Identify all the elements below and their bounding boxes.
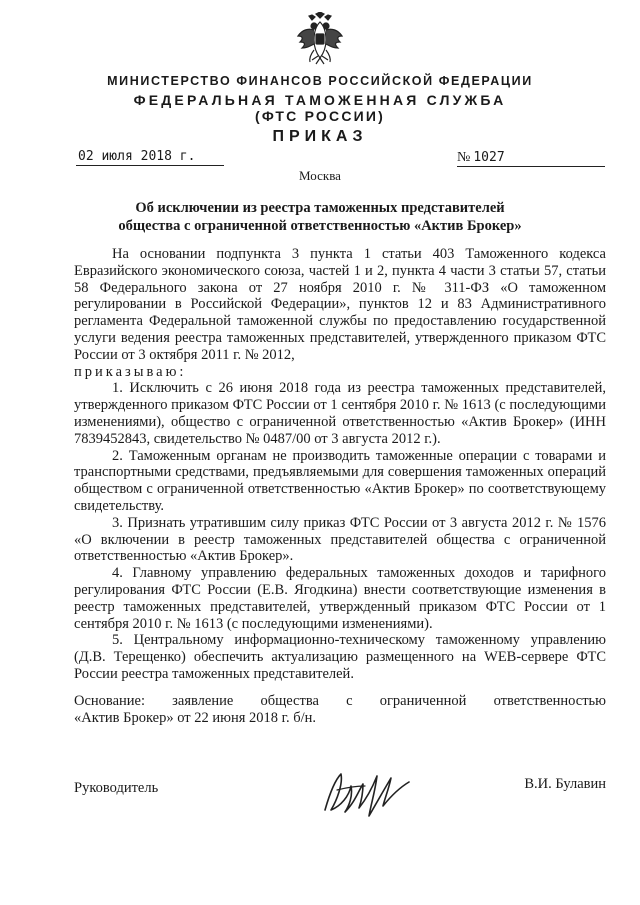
number-sign: № — [457, 150, 471, 165]
order-item-2: 2. Таможенным органам не производить таможенные операции с товарами и транспортными средствами, предъявляемыми для совершения таможенных операций обществом с ограниченной ответственностью «Актив Брокер» по соответствующему свидетельству. — [74, 447, 606, 514]
signature-block — [74, 766, 606, 826]
order-item-3: 3. Признать утратившим силу приказ ФТС России от 3 августа 2012 г. № 1576 «О включении в реестр таможенных представителей общества с ограниченной ответственностью «Актив Брокер». — [74, 514, 606, 565]
ministry-name: МИНИСТЕРСТВО ФИНАНСОВ РОССИЙСКОЙ ФЕДЕРАЦИИ — [107, 74, 533, 88]
basis-line: «Актив Брокер» от 22 июня 2018 г. б/н. — [74, 709, 316, 726]
handwritten-signature — [319, 766, 415, 820]
document-body — [74, 246, 606, 726]
order-item-4: 4. Главному управлению федеральных таможенных доходов и тарифного регулирования ФТС России (Е.В. Ягодкина) внести соответствующие изменения в реестр таможенных представителей, утвержденный приказом ФТС России от 1 сентября 2010 г. № 1613 (с последующими изменениями). — [74, 565, 606, 632]
city: Москва — [299, 168, 341, 183]
order-item-5: 5. Центральному информационно-техническому таможенному управлению (Д.В. Терещенко) обеспечить актуализацию размещенного на WEB-сервере ФТС России реестра таможенных представителей. — [74, 632, 606, 682]
title-line: общества с ограниченной ответственностью «Актив Брокер» — [118, 218, 522, 234]
service-abbreviation: (ФТС РОССИИ) — [254, 108, 386, 124]
service-name: ФЕДЕРАЛЬНАЯ ТАМОЖЕННАЯ СЛУЖБА — [133, 92, 507, 108]
basis-line: Основание: заявление общества с ограниченной ответственностью — [74, 692, 606, 709]
title-line: Об исключении из реестра таможенных представителей — [135, 200, 505, 216]
preamble-paragraph: На основании подпункта 3 пункта 1 статьи 403 Таможенного кодекса Евразийского экономического союза, частей 1 и 2, пункта 4 части 3 статьи 57, статьи 58 Федерального закона от 27 ноября 2010 г. № 311-ФЗ «О таможенном регулировании в Российской Федерации», пунктов 12 и 83 Административного регламента Федеральной таможенной службы по предоставлению государственной услуги ведения реестра таможенных представителей, утвержденного приказом ФТС России от 3 октября 2011 г. № 2012, — [74, 246, 606, 363]
order-number: 1027 — [473, 150, 505, 165]
coat-of-arms-emblem — [296, 12, 344, 68]
signatory-role: Руководитель — [74, 780, 159, 796]
document-type: ПРИКАЗ — [272, 128, 368, 145]
order-word: приказываю: — [74, 363, 187, 380]
order-date: 02 июля 2018 г. — [76, 148, 224, 166]
document-title — [60, 199, 580, 235]
order-number-field — [457, 148, 605, 167]
signatory-name: В.И. Булавин — [524, 776, 606, 792]
order-item-1: 1. Исключить с 26 июня 2018 года из реестра таможенных представителей, утвержденного приказом ФТС России от 1 сентября 2010 г. № 1613 (с последующими изменениями), общество с ограниченной ответственностью «Актив Брокер» (ИНН 7839452843, свидетельство № 0487/00 от 3 августа 2012 г.). — [74, 380, 606, 447]
